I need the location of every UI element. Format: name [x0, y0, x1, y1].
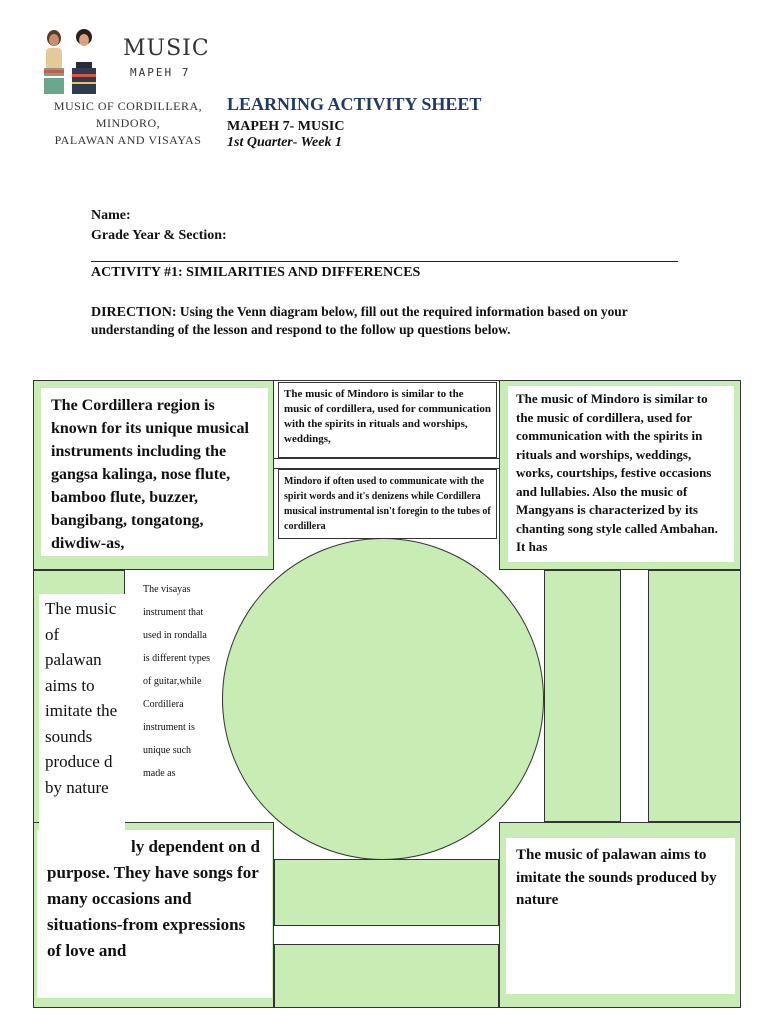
mindoro-difference-textbox[interactable]: Mindoro if often used to communicate with the spirit words and it's denizens while Cordillera musical instrumental isn't foregin to the tubes of cordillera: [278, 469, 497, 539]
activity-title: ACTIVITY #1: SIMILARITIES AND DIFFERENCES: [91, 265, 421, 280]
name-label: Name:: [91, 208, 131, 223]
quarter-line: 1st Quarter- Week 1: [227, 135, 342, 150]
mindoro-similarity-textbox-small[interactable]: The music of Mindoro is similar to the music of cordillera, used for communication with the spirits in rituals and worships, weddings,: [278, 382, 497, 458]
visayas-textbox[interactable]: The visayas instrument that used in rondalla is different types of guitar,while Cordillera instrument is unique such made as: [133, 570, 223, 810]
cordillera-textbox[interactable]: The Cordillera region is known for its unique musical instruments including the gangsa kalinga, nose flute, bamboo flute, buzzer, bangibang, tongatong, diwdiw-as,: [41, 388, 268, 556]
topic-line-1: MUSIC OF CORDILLERA,: [53, 99, 203, 113]
topic-line-2: MINDORO,: [95, 116, 161, 130]
mindoro-similarity-textbox-large[interactable]: The music of Mindoro is similar to the music of cordillera, used for communication with the spirits in rituals and worships, weddings, works, courtships, festive occasions and lullabies. Also the music of Mangyans is characterized by its chanting song style called Ambahan. It has: [508, 386, 734, 562]
palawan-textbox-right[interactable]: The music of palawan aims to imitate the sounds produced by nature: [506, 838, 735, 994]
venn-circle[interactable]: [222, 538, 544, 860]
sheet-title: LEARNING ACTIVITY SHEET: [227, 94, 482, 114]
direction-body: Using the Venn diagram below, fill out the required information based on your understanding of the lesson and respond to the follow up questions below.: [91, 304, 628, 337]
logo-title: MUSIC: [123, 36, 210, 61]
grade-label: Grade Year & Section:: [91, 228, 227, 243]
form-divider: [91, 261, 678, 262]
green-block-bottom-center-1: [274, 859, 499, 926]
direction-label: DIRECTION:: [91, 305, 177, 320]
direction-text: [91, 303, 681, 339]
topic-line-3: PALAWAN AND VISAYAS: [54, 133, 202, 147]
green-column-right-a: [544, 570, 621, 822]
logo-illustration: [34, 24, 118, 94]
dependent-textbox[interactable]: ly dependent on d purpose. They have songs for many occasions and situations-from expressions of love and: [37, 830, 272, 998]
green-column-right-b: [648, 570, 741, 822]
logo-subtitle: MAPEH 7: [130, 66, 191, 79]
center-divider: [274, 458, 499, 469]
subject-line: MAPEH 7- MUSIC: [227, 119, 345, 134]
green-block-bottom-center-2: [274, 944, 499, 1008]
topic-title: [40, 98, 216, 149]
palawan-textbox-narrow[interactable]: The music of palawan aims to imitate the sounds produce d by nature: [39, 594, 125, 882]
